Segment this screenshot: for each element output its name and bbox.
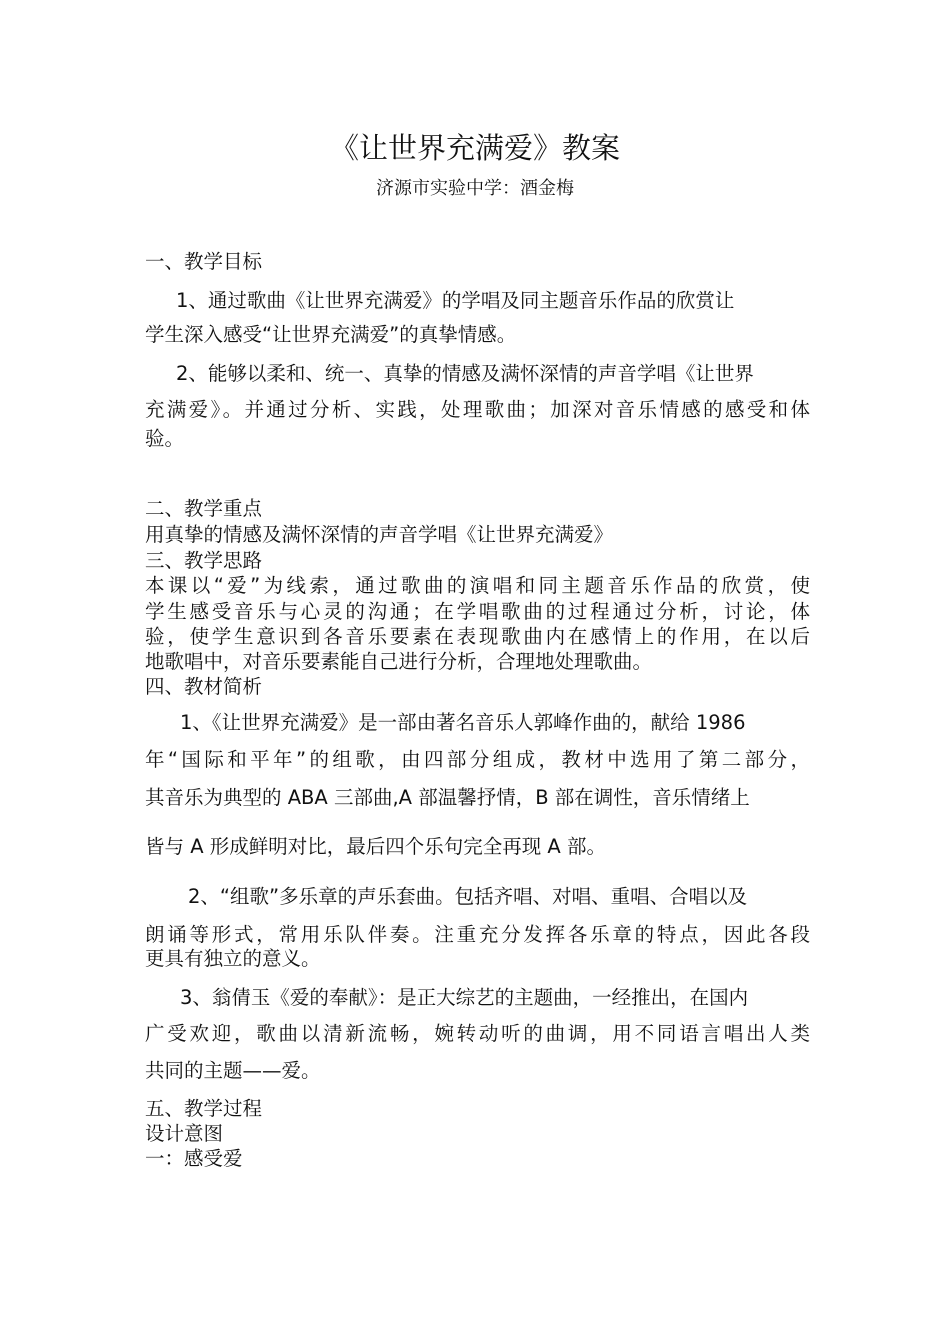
paragraph-line: 学生感受音乐与心灵的沟通；在学唱歌曲的过程通过分析，讨论，体 xyxy=(145,600,810,623)
section-heading-teaching-approach: 三、教学思路 xyxy=(145,549,263,572)
paragraph-line: 设计意图 xyxy=(145,1122,224,1145)
paragraph-line: 1、通过歌曲《让世界充满爱》的学唱及同主题音乐作品的欣赏让 xyxy=(176,289,735,312)
paragraph-line: 用真挚的情感及满怀深情的声音学唱《让世界充满爱》 xyxy=(145,523,614,546)
paragraph-line: 一：感受爱 xyxy=(145,1147,243,1170)
paragraph-line: 2、“组歌”多乐章的声乐套曲。包括齐唱、对唱、重唱、合唱以及 xyxy=(188,885,748,908)
section-heading-objectives: 一、教学目标 xyxy=(145,250,263,273)
paragraph-line: 验。 xyxy=(145,427,185,450)
section-heading-teaching-process: 五、教学过程 xyxy=(145,1097,263,1120)
paragraph-line: 共同的主题——爱。 xyxy=(145,1059,321,1082)
paragraph-line: 广受欢迎，歌曲以清新流畅，婉转动听的曲调，用不同语言唱出人类 xyxy=(145,1022,810,1045)
paragraph-line: 年“国际和平年”的组歌，由四部分组成，教材中选用了第二部分， xyxy=(145,748,810,771)
paragraph-line: 1、《让世界充满爱》是一部由著名音乐人郭峰作曲的，献给 1986 xyxy=(180,711,746,734)
paragraph-line: 朗诵等形式，常用乐队伴奏。注重充分发挥各乐章的特点，因此各段 xyxy=(145,923,810,946)
document-author: 济源市实验中学：酒金梅 xyxy=(376,178,574,199)
paragraph-line: 更具有独立的意义。 xyxy=(145,947,321,970)
section-heading-key-points: 二、教学重点 xyxy=(145,497,263,520)
document-title: 《让世界充满爱》教案 xyxy=(329,131,620,165)
paragraph-line: 本课以“爱”为线索，通过歌曲的演唱和同主题音乐作品的欣赏，使 xyxy=(145,574,810,597)
paragraph-line: 其音乐为典型的 ABA 三部曲,A 部温馨抒情，B 部在调性，音乐情绪上 xyxy=(145,786,750,809)
paragraph-line: 学生深入感受“让世界充满爱”的真挚情感。 xyxy=(145,323,517,346)
paragraph-line: 充满爱》。并通过分析、实践，处理歌曲；加深对音乐情感的感受和体 xyxy=(145,398,810,421)
paragraph-line: 验，使学生意识到各音乐要素在表现歌曲内在感情上的作用，在以后 xyxy=(145,625,810,648)
paragraph-line: 皆与 A 形成鲜明对比，最后四个乐句完全再现 A 部。 xyxy=(145,835,606,858)
paragraph-line: 2、能够以柔和、统一、真挚的情感及满怀深情的声音学唱《让世界 xyxy=(176,362,754,385)
paragraph-line: 地歌唱中，对音乐要素能自己进行分析，合理地处理歌曲。 xyxy=(145,650,653,673)
paragraph-line: 3、翁倩玉《爱的奉献》：是正大综艺的主题曲，一经推出，在国内 xyxy=(180,986,749,1009)
section-heading-material-analysis: 四、教材简析 xyxy=(145,675,263,698)
